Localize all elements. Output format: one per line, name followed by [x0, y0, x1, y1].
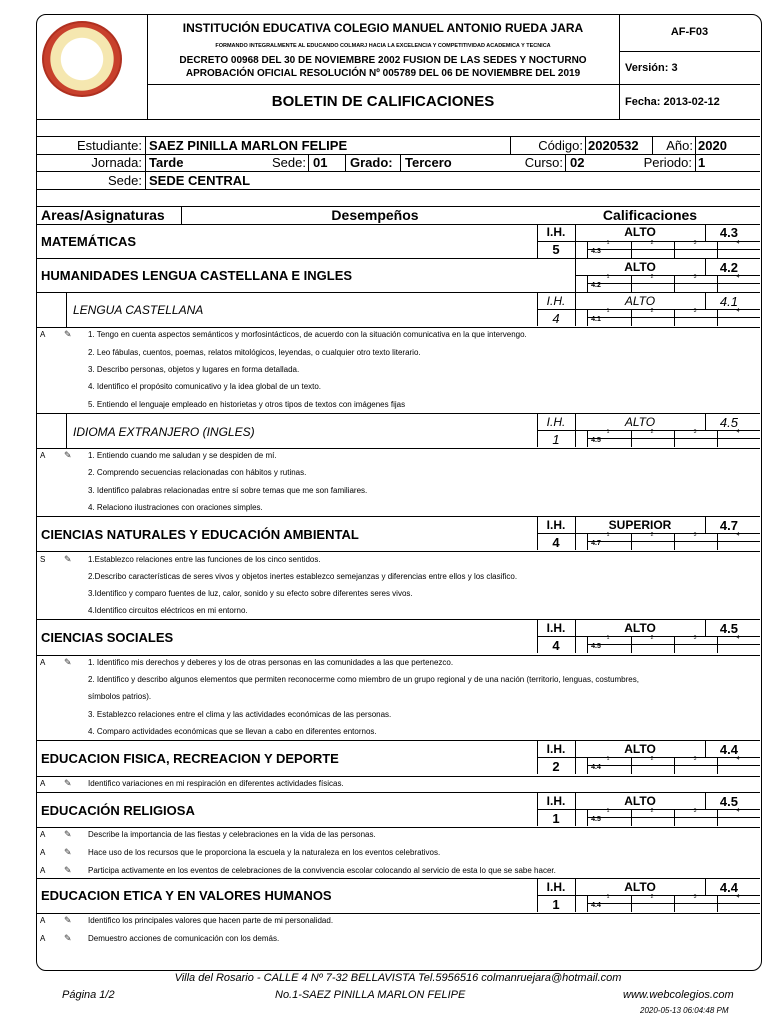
- performance-level: ALTO: [624, 621, 656, 635]
- pencil-icon: ✎: [64, 657, 72, 667]
- period-value: 1: [698, 155, 706, 170]
- shift-label: Jornada:: [91, 155, 142, 170]
- course-value: 02: [570, 155, 585, 170]
- divider: [36, 913, 760, 914]
- achievement-level: A: [40, 848, 46, 857]
- grade-label: Grado:: [350, 155, 393, 170]
- divider: [537, 533, 575, 534]
- divider: [631, 309, 632, 326]
- achievement-level: A: [40, 658, 46, 667]
- print-timestamp: 2020-05-13 06:04:48 PM: [640, 1006, 729, 1015]
- achievement-item: 3.Identifico y comparo fuentes de luz, calor, sonido y su efecto sobre diferentes seres vivos.: [88, 589, 413, 598]
- divider: [36, 119, 760, 120]
- footer-address: Villa del Rosario - CALLE 4 Nº 7-32 BELLAVISTA Tel.5956516 colmanruejara@hotmail.com: [174, 972, 622, 984]
- achievement-level: A: [40, 451, 46, 460]
- column-areas: Areas/Asignaturas: [41, 207, 165, 223]
- divider: [308, 154, 309, 171]
- decree-line-2: APROBACIÓN OFICIAL RESOLUCIÓN Nº 005789 DEL 06 DE NOVIEMBRE DEL 2019: [185, 68, 581, 79]
- pencil-icon: ✎: [64, 847, 72, 857]
- shift-value: Tarde: [149, 155, 184, 170]
- divider: [36, 258, 760, 259]
- period-number: 4: [736, 532, 740, 538]
- ih-value: 4: [552, 638, 560, 653]
- pencil-icon: ✎: [64, 933, 72, 943]
- performance-level: SUPERIOR: [608, 518, 672, 532]
- period-1-grade: 4.5: [591, 437, 601, 444]
- achievement-item: 1. Entiendo cuando me saludan y se despiden de mí.: [88, 451, 277, 460]
- divider: [36, 619, 760, 620]
- performance-level: ALTO: [624, 415, 656, 429]
- pencil-icon: ✎: [64, 450, 72, 460]
- period-number: 2: [650, 429, 654, 435]
- ih-label: I.H.: [546, 794, 566, 808]
- achievement-item: Hace uso de los recursos que le proporciona la escuela y la naturaleza en los eventos celebrativos.: [88, 848, 441, 857]
- period-1-grade: 4.1: [591, 316, 601, 323]
- subject-name: MATEMÁTICAS: [41, 234, 137, 249]
- achievement-item: Identifico los principales valores que hacen parte de mi personalidad.: [88, 916, 334, 925]
- performance-level: ALTO: [624, 880, 656, 894]
- divider: [695, 136, 696, 154]
- divider: [537, 636, 575, 637]
- divider: [537, 309, 575, 310]
- divider: [537, 757, 575, 758]
- ih-value: 4: [552, 535, 560, 550]
- divider: [36, 878, 760, 879]
- ih-label: I.H.: [546, 518, 566, 532]
- divider: [36, 327, 760, 328]
- final-grade: 4.7: [719, 518, 738, 533]
- document-title: BOLETIN DE CALIFICACIONES: [271, 93, 495, 110]
- achievement-item: 4. Comparo actividades económicas que se llevan a cabo en diferentes entornos.: [88, 727, 377, 736]
- divider: [631, 241, 632, 258]
- achievement-item: 2.Describo características de seres vivos y objetos inertes establezco semejanzas y diferencias entre ellos y los clasifico.: [88, 572, 518, 581]
- period-number: 3: [693, 894, 697, 900]
- divider: [145, 136, 146, 189]
- period-number: 2: [650, 756, 654, 762]
- achievement-item: 2. Leo fábulas, cuentos, poemas, relatos mitológicos, leyendas, o cualquier otro texto literario.: [88, 348, 421, 357]
- year-label: Año:: [666, 138, 693, 153]
- divider: [674, 430, 675, 447]
- divider: [717, 533, 718, 550]
- divider: [66, 413, 67, 448]
- code-value: 2020532: [588, 138, 639, 153]
- subject-name: CIENCIAS NATURALES Y EDUCACIÓN AMBIENTAL: [41, 527, 359, 542]
- divider: [36, 827, 760, 828]
- ih-value: 2: [552, 759, 560, 774]
- achievement-level: A: [40, 779, 46, 788]
- final-grade: 4.4: [719, 742, 738, 757]
- period-1-grade: 4.3: [591, 248, 601, 255]
- divider: [674, 309, 675, 326]
- pencil-icon: ✎: [64, 554, 72, 564]
- subject-name: EDUCACION FISICA, RECREACION Y DEPORTE: [41, 751, 339, 766]
- ih-label: I.H.: [546, 880, 566, 894]
- period-number: 2: [650, 635, 654, 641]
- page-number: Página 1/2: [62, 989, 115, 1001]
- achievement-item: 5. Entiendo el lenguaje empleado en historietas y otros tipos de textos con imágenes fijas: [88, 400, 406, 409]
- site-label-2: Sede:: [108, 173, 142, 188]
- achievement-item: 2. Identifico y describo algunos elementos que permiten reconocerme como miembro de un grupo regional y de una nación (territorio, lenguas, costumbres,: [88, 675, 639, 684]
- ih-label: I.H.: [546, 621, 566, 635]
- divider: [631, 809, 632, 826]
- period-number: 3: [693, 274, 697, 280]
- achievement-item: 3. Describo personas, objetos y lugares en forma detallada.: [88, 365, 300, 374]
- divider: [510, 136, 511, 154]
- column-performance: Desempeños: [331, 207, 419, 223]
- period-number: 2: [650, 808, 654, 814]
- achievement-level: S: [40, 555, 46, 564]
- decree-line-1: DECRETO 00968 DEL 30 DE NOVIEMBRE 2002 FUSION DE LAS SEDES Y NOCTURNO: [179, 55, 587, 66]
- achievement-item: Describe la importancia de las fiestas y celebraciones en la vida de las personas.: [88, 830, 376, 839]
- final-grade: 4.1: [719, 294, 738, 309]
- period-number: 1: [606, 308, 610, 314]
- divider: [717, 241, 718, 258]
- period-number: 4: [736, 756, 740, 762]
- divider: [652, 136, 653, 154]
- period-number: 1: [606, 274, 610, 280]
- performance-level: ALTO: [624, 225, 656, 239]
- period-number: 2: [650, 240, 654, 246]
- divider: [36, 448, 760, 449]
- final-grade: 4.2: [719, 260, 738, 275]
- grade-value: Tercero: [405, 155, 452, 170]
- site-value: 01: [313, 155, 328, 170]
- period-number: 2: [650, 308, 654, 314]
- ih-label: I.H.: [546, 742, 566, 756]
- divider: [619, 51, 760, 52]
- performance-level: ALTO: [624, 742, 656, 756]
- period-number: 4: [736, 894, 740, 900]
- subject-name: IDIOMA EXTRANJERO (INGLES): [73, 425, 255, 439]
- divider: [36, 551, 760, 552]
- student-reference: No.1-SAEZ PINILLA MARLON FELIPE: [275, 989, 466, 1001]
- website[interactable]: www.webcolegios.com: [623, 989, 734, 1001]
- period-number: 3: [693, 532, 697, 538]
- divider: [36, 776, 760, 777]
- ih-value: 4: [552, 311, 560, 326]
- period-number: 1: [606, 532, 610, 538]
- school-seal-icon: [42, 21, 122, 97]
- ih-value: 1: [552, 897, 560, 912]
- period-number: 4: [736, 274, 740, 280]
- period-1-grade: 4.7: [591, 540, 601, 547]
- period-number: 3: [693, 240, 697, 246]
- divider: [631, 895, 632, 912]
- achievement-item: Participa activamente en los eventos de celebraciones de la convivencia escolar colocando al servicio de esta lo que se sabe hacer.: [88, 866, 556, 875]
- year-value: 2020: [698, 138, 727, 153]
- period-number: 4: [736, 240, 740, 246]
- achievement-item: 1. Identifico mis derechos y deberes y los de otras personas en las comunidades a las que pertenezco.: [88, 658, 454, 667]
- period-1-grade: 4.4: [591, 902, 601, 909]
- period-number: 4: [736, 635, 740, 641]
- achievement-item: Identifico variaciones en mi respiración en diferentes actividades físicas.: [88, 779, 344, 788]
- divider: [400, 154, 401, 171]
- divider: [565, 154, 566, 171]
- achievement-item: 1. Tengo en cuenta aspectos semánticos y morfosintácticos, de acuerdo con la situación comunicativa en la que intervengo.: [88, 330, 527, 339]
- achievement-item: 2. Comprendo secuencias relacionadas con hábitos y rutinas.: [88, 468, 307, 477]
- divider: [674, 895, 675, 912]
- version: Versión: 3: [625, 62, 678, 74]
- period-number: 4: [736, 308, 740, 314]
- divider: [36, 740, 760, 741]
- motto: FORMANDO INTEGRALMENTE AL EDUCANDO COLMARJ HACIA LA EXCELENCIA Y COMPETITIVIDAD ACADEMICA Y TECNICA: [215, 43, 551, 49]
- final-grade: 4.4: [719, 880, 738, 895]
- institution-name: INSTITUCIÓN EDUCATIVA COLEGIO MANUEL ANTONIO RUEDA JARA: [182, 21, 584, 35]
- divider: [345, 154, 346, 171]
- divider: [674, 275, 675, 292]
- period-number: 3: [693, 635, 697, 641]
- divider: [537, 809, 575, 810]
- divider: [674, 636, 675, 653]
- achievement-item: 4.Identifico circuitos eléctricos en mi entorno.: [88, 606, 248, 615]
- achievement-item: símbolos patrios).: [88, 692, 152, 701]
- issue-date: Fecha: 2013-02-12: [625, 96, 720, 108]
- achievement-item: 4. Identifico el propósito comunicativo y la idea global de un texto.: [88, 382, 322, 391]
- final-grade: 4.5: [719, 794, 738, 809]
- period-number: 2: [650, 894, 654, 900]
- achievement-level: A: [40, 830, 46, 839]
- period-number: 2: [650, 532, 654, 538]
- pencil-icon: ✎: [64, 829, 72, 839]
- performance-level: ALTO: [624, 294, 656, 308]
- column-grades: Calificaciones: [602, 207, 698, 223]
- ih-label: I.H.: [546, 294, 566, 308]
- subject-name: HUMANIDADES LENGUA CASTELLANA E INGLES: [41, 268, 353, 283]
- pencil-icon: ✎: [64, 778, 72, 788]
- student-label: Estudiante:: [76, 138, 142, 153]
- divider: [717, 430, 718, 447]
- achievement-level: A: [40, 934, 46, 943]
- divider: [147, 84, 760, 85]
- achievement-item: 3. Establezco relaciones entre el clima y las actividades económicas de las personas.: [88, 710, 392, 719]
- period-number: 3: [693, 308, 697, 314]
- subject-name: EDUCACIÓN RELIGIOSA: [41, 803, 195, 818]
- achievement-item: 4. Relaciono ilustraciones con oraciones simples.: [88, 503, 263, 512]
- divider: [36, 413, 760, 414]
- performance-level: ALTO: [624, 794, 656, 808]
- divider: [66, 292, 67, 327]
- divider: [717, 636, 718, 653]
- divider: [674, 757, 675, 774]
- achievement-item: 1.Establezco relaciones entre las funciones de los cinco sentidos.: [88, 555, 321, 564]
- divider: [631, 636, 632, 653]
- pencil-icon: ✎: [64, 865, 72, 875]
- divider: [36, 655, 760, 656]
- period-number: 1: [606, 429, 610, 435]
- divider: [36, 189, 760, 190]
- period-number: 1: [606, 756, 610, 762]
- divider: [631, 430, 632, 447]
- code-label: Código:: [538, 138, 583, 153]
- period-1-grade: 4.4: [591, 764, 601, 771]
- period-number: 3: [693, 756, 697, 762]
- site-value-2: SEDE CENTRAL: [149, 173, 251, 188]
- period-label: Periodo:: [643, 155, 692, 170]
- divider: [674, 809, 675, 826]
- pencil-icon: ✎: [64, 915, 72, 925]
- period-number: 1: [606, 240, 610, 246]
- divider: [631, 533, 632, 550]
- divider: [717, 757, 718, 774]
- period-1-grade: 4.5: [591, 816, 601, 823]
- divider: [631, 757, 632, 774]
- achievement-item: 3. Identifico palabras relacionadas entre sí sobre temas que me son familiares.: [88, 486, 368, 495]
- divider: [181, 206, 182, 224]
- divider: [695, 154, 696, 171]
- ih-value: 5: [552, 242, 560, 257]
- final-grade: 4.3: [719, 225, 738, 240]
- divider: [717, 895, 718, 912]
- ih-label: I.H.: [546, 225, 566, 239]
- achievement-item: Demuestro acciones de comunicación con los demás.: [88, 934, 280, 943]
- divider: [537, 430, 575, 431]
- divider: [36, 292, 760, 293]
- final-grade: 4.5: [719, 415, 738, 430]
- period-number: 1: [606, 635, 610, 641]
- course-label: Curso:: [524, 155, 563, 170]
- divider: [537, 895, 575, 896]
- final-grade: 4.5: [719, 621, 738, 636]
- pencil-icon: ✎: [64, 329, 72, 339]
- period-number: 1: [606, 894, 610, 900]
- period-1-grade: 4.5: [591, 643, 601, 650]
- period-number: 2: [650, 274, 654, 280]
- divider: [674, 533, 675, 550]
- period-1-grade: 4.2: [591, 282, 601, 289]
- achievement-level: A: [40, 330, 46, 339]
- achievement-level: A: [40, 866, 46, 875]
- period-number: 1: [606, 808, 610, 814]
- divider: [674, 241, 675, 258]
- divider: [717, 275, 718, 292]
- period-number: 3: [693, 808, 697, 814]
- period-number: 3: [693, 429, 697, 435]
- divider: [717, 309, 718, 326]
- divider: [36, 516, 760, 517]
- divider: [717, 809, 718, 826]
- divider: [631, 275, 632, 292]
- form-code: AF-F03: [670, 26, 709, 38]
- ih-value: 1: [552, 432, 560, 447]
- performance-level: ALTO: [624, 260, 656, 274]
- subject-name: EDUCACION ETICA Y EN VALORES HUMANOS: [41, 888, 332, 903]
- achievement-level: A: [40, 916, 46, 925]
- period-number: 4: [736, 429, 740, 435]
- site-label: Sede:: [272, 155, 306, 170]
- divider: [585, 136, 586, 154]
- student-name: SAEZ PINILLA MARLON FELIPE: [149, 138, 348, 153]
- ih-label: I.H.: [546, 415, 566, 429]
- divider: [36, 792, 760, 793]
- ih-value: 1: [552, 811, 560, 826]
- subject-name: CIENCIAS SOCIALES: [41, 630, 174, 645]
- period-number: 4: [736, 808, 740, 814]
- subject-name: LENGUA CASTELLANA: [73, 303, 204, 317]
